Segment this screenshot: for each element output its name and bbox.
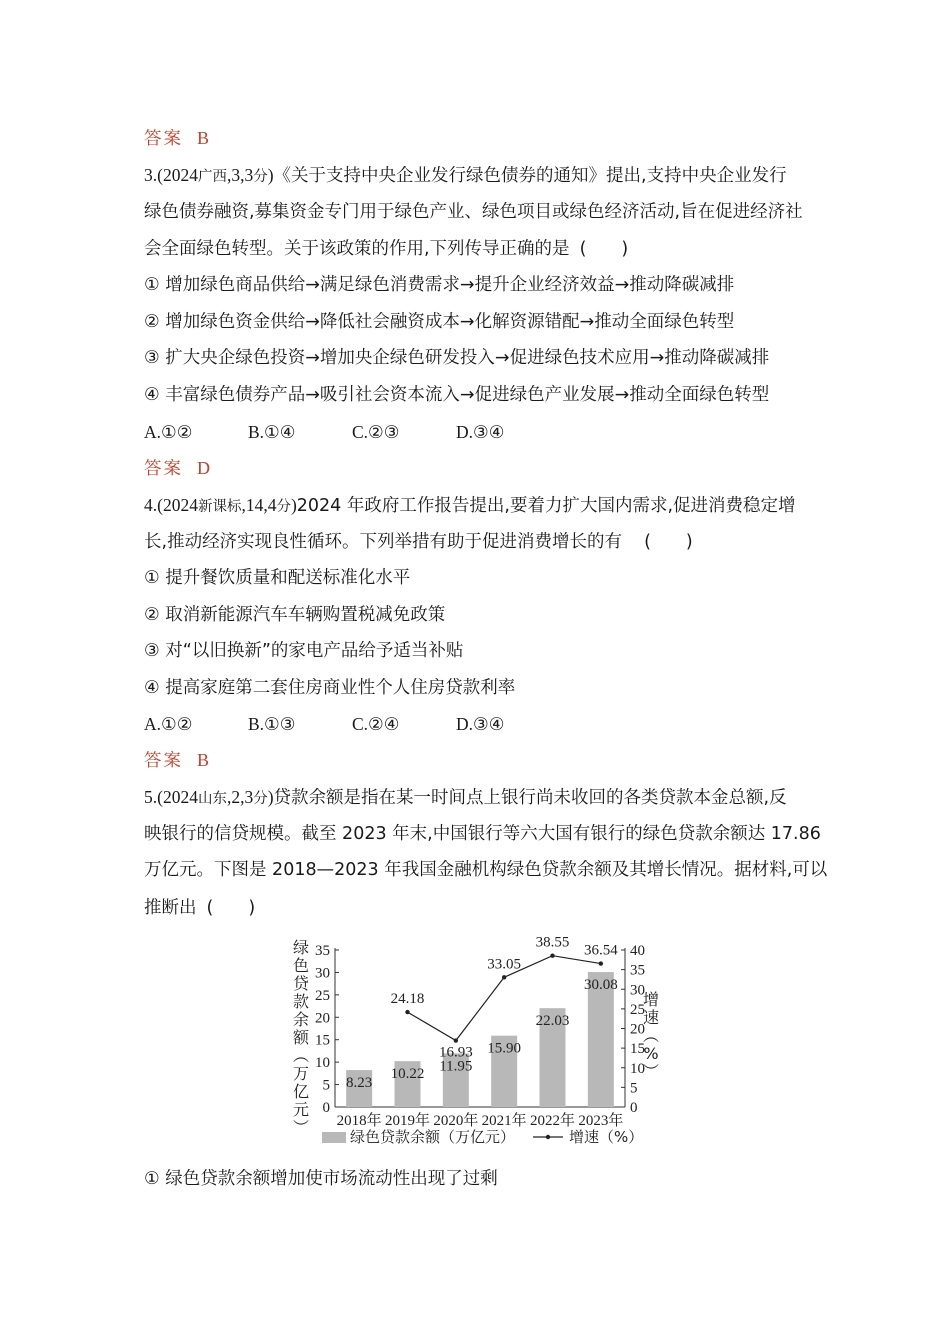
answer-value: D xyxy=(197,458,210,478)
y-axis-title-char: 贷 xyxy=(292,974,310,993)
bar-value-label: 10.22 xyxy=(390,1066,425,1083)
y-axis-title-char: （ xyxy=(291,1046,310,1064)
statement-item: ① 增加绿色商品供给→满足绿色消费需求→提升企业经济效益→推动降碳减排 xyxy=(144,275,735,295)
growth-value-label: 24.18 xyxy=(390,991,425,1008)
source-year: (2024 xyxy=(157,165,198,185)
left-tick-label: 30 xyxy=(315,965,330,982)
y-axis-title-char: 色 xyxy=(292,956,310,975)
option-d: D.③④ xyxy=(456,714,505,734)
question-4-line-2 xyxy=(144,530,693,554)
growth-point xyxy=(502,975,506,979)
answer-blank: ( ) xyxy=(644,532,693,552)
y-axis-title-char: 绿 xyxy=(292,938,310,957)
legend-bar-swatch xyxy=(322,1132,346,1143)
source-close: ) xyxy=(267,787,274,807)
option-c: C.②③ xyxy=(352,422,400,442)
bar-value-label: 30.08 xyxy=(583,977,618,994)
right-tick-label: 30 xyxy=(630,982,645,999)
source-numbers: ,2,3 xyxy=(226,787,254,807)
left-tick-label: 5 xyxy=(322,1077,330,1094)
question-text: 长,推动经济实现良性循环。下列举措有助于促进消费增长的有 xyxy=(144,532,623,552)
option-d: D.③④ xyxy=(456,422,505,442)
question-text: 《关于支持中央企业发行绿色债券的通知》提出,支持中央企业发行 xyxy=(273,166,787,186)
statement-item: ① 提升餐饮质量和配送标准化水平 xyxy=(144,568,411,588)
legend-line-marker xyxy=(546,1135,550,1139)
x-tick-label: 2018年 xyxy=(336,1113,382,1129)
question-text: 贷款余额是指在某一时间点上银行尚未收回的各类贷款本金总额,反 xyxy=(273,788,787,808)
bar-value-label: 11.95 xyxy=(439,1058,473,1075)
source-region: 广西 xyxy=(197,169,227,185)
growth-point xyxy=(405,1010,409,1014)
green-loan-chart xyxy=(285,935,665,1157)
growth-point xyxy=(599,961,603,965)
question-3-line-1 xyxy=(144,163,787,189)
y-axis-title-char: 款 xyxy=(292,992,310,1011)
answer-value: B xyxy=(197,750,210,770)
question-5-line-4 xyxy=(144,896,255,920)
question-4-line-1 xyxy=(144,493,796,519)
option-b: B.①④ xyxy=(248,422,296,442)
x-tick-label: 2019年 xyxy=(384,1113,431,1129)
right-tick-label: 15 xyxy=(630,1041,645,1058)
answer-blank: ( ) xyxy=(206,898,256,918)
options-row xyxy=(144,420,504,445)
source-region: 新课标 xyxy=(197,499,242,515)
source-region: 山东 xyxy=(197,791,227,807)
right-tick-label: 40 xyxy=(630,943,645,959)
y-axis-title-char: 余 xyxy=(292,1010,310,1029)
left-tick-label: 20 xyxy=(315,1010,330,1027)
bar-value-label: 15.90 xyxy=(487,1040,522,1057)
question-3-line-2: 绿色债券融资,募集资金专门用于绿色产业、绿色项目或绿色经济活动,旨在促进经济社 xyxy=(144,202,803,222)
right-tick-label: 5 xyxy=(630,1080,638,1097)
right-tick-label: 0 xyxy=(630,1100,638,1116)
question-5-line-1 xyxy=(144,785,787,811)
legend-line-label: 增速（%） xyxy=(569,1128,644,1146)
y2-axis-title-char: （ xyxy=(641,1026,660,1044)
question-text: 会全面绿色转型。关于该政策的作用,下列传导正确的是 xyxy=(144,239,570,259)
y-axis-title-char: 万 xyxy=(292,1064,310,1083)
statement-item: ② 增加绿色资金供给→降低社会融资成本→化解资源错配→推动全面绿色转型 xyxy=(144,312,735,332)
statement-item: ① 绿色贷款余额增加使市场流动性出现了过剩 xyxy=(144,1169,498,1189)
answer-line xyxy=(144,126,209,151)
y-axis-title-char: 额 xyxy=(292,1028,310,1047)
answer-label: 答案 xyxy=(144,751,183,771)
answer-line xyxy=(144,748,209,773)
options-row xyxy=(144,712,504,737)
x-tick-label: 2022年 xyxy=(529,1113,576,1129)
left-tick-label: 35 xyxy=(315,943,330,959)
source-numbers: ,14,4 xyxy=(241,495,277,515)
question-3-line-3 xyxy=(144,237,628,261)
y2-axis-title-char: 增 xyxy=(642,990,660,1009)
y-axis-title-char: ） xyxy=(291,1118,310,1136)
growth-value-label: 38.55 xyxy=(535,935,570,951)
left-tick-label: 15 xyxy=(315,1032,330,1049)
statement-item: ④ 丰富绿色债券产品→吸引社会资本流入→促进绿色产业发展→推动全面绿色转型 xyxy=(144,385,770,405)
source-unit: 分 xyxy=(253,169,268,185)
source-numbers: ,3,3 xyxy=(226,165,254,185)
answer-label: 答案 xyxy=(144,459,183,479)
option-a: A.①② xyxy=(144,422,193,442)
bar-value-label: 22.03 xyxy=(535,1013,570,1030)
question-number: 3. xyxy=(144,165,158,185)
growth-value-label: 33.05 xyxy=(487,956,522,973)
option-b: B.①③ xyxy=(248,714,296,734)
source-year: (2024 xyxy=(157,495,198,515)
growth-value-label: 16.93 xyxy=(438,1044,473,1061)
left-tick-label: 25 xyxy=(315,987,330,1004)
y2-axis-title-char: ） xyxy=(641,1062,660,1080)
question-text: 2024 年政府工作报告提出,要着力扩大国内需求,促进消费稳定增 xyxy=(296,496,796,516)
statement-item: ④ 提高家庭第二套住房商业性个人住房贷款利率 xyxy=(144,678,516,698)
left-tick-label: 0 xyxy=(322,1100,330,1116)
x-tick-label: 2020年 xyxy=(433,1113,479,1129)
legend-bar-label: 绿色贷款余额（万亿元） xyxy=(350,1128,516,1146)
right-tick-label: 35 xyxy=(630,962,645,979)
right-tick-label: 20 xyxy=(630,1021,645,1038)
question-number: 4. xyxy=(144,495,158,515)
answer-blank: ( ) xyxy=(579,239,629,259)
question-5-line-2: 映银行的信贷规模。截至 2023 年末,中国银行等六大国有银行的绿色贷款余额达 17.86 xyxy=(144,824,821,844)
growth-point xyxy=(550,953,554,957)
x-tick-label: 2023年 xyxy=(578,1113,624,1129)
statement-item: ② 取消新能源汽车车辆购置税减免政策 xyxy=(144,605,446,625)
source-year: (2024 xyxy=(157,787,198,807)
source-close: ) xyxy=(267,165,274,185)
x-tick-label: 2021年 xyxy=(481,1113,527,1129)
statement-item: ③ 对“以旧换新”的家电产品给予适当补贴 xyxy=(144,641,464,661)
question-text: 推断出 xyxy=(144,898,197,918)
growth-point xyxy=(454,1038,458,1042)
y-axis-title-char: 元 xyxy=(292,1100,310,1119)
y-axis-title-char: 亿 xyxy=(292,1082,310,1101)
left-tick-label: 10 xyxy=(315,1055,330,1072)
answer-line xyxy=(144,456,210,481)
y2-axis-title-char: % xyxy=(643,1044,659,1063)
option-c: C.②④ xyxy=(352,714,400,734)
y2-axis-title-char: 速 xyxy=(642,1008,660,1027)
source-unit: 分 xyxy=(253,791,268,807)
question-number: 5. xyxy=(144,787,158,807)
question-5-line-3: 万亿元。下图是 2018—2023 年我国金融机构绿色贷款余额及其增长情况。据材料,可以 xyxy=(144,860,828,880)
right-tick-label: 10 xyxy=(630,1060,645,1077)
answer-value: B xyxy=(197,128,210,148)
right-tick-label: 25 xyxy=(630,1001,645,1018)
statement-item: ③ 扩大央企绿色投资→增加央企绿色研发投入→促进绿色技术应用→推动降碳减排 xyxy=(144,348,770,368)
answer-label: 答案 xyxy=(144,129,183,149)
source-close: ) xyxy=(290,495,297,515)
option-a: A.①② xyxy=(144,714,193,734)
bar-value-label: 8.23 xyxy=(346,1075,373,1092)
source-unit: 分 xyxy=(276,499,291,515)
growth-value-label: 36.54 xyxy=(583,942,618,959)
